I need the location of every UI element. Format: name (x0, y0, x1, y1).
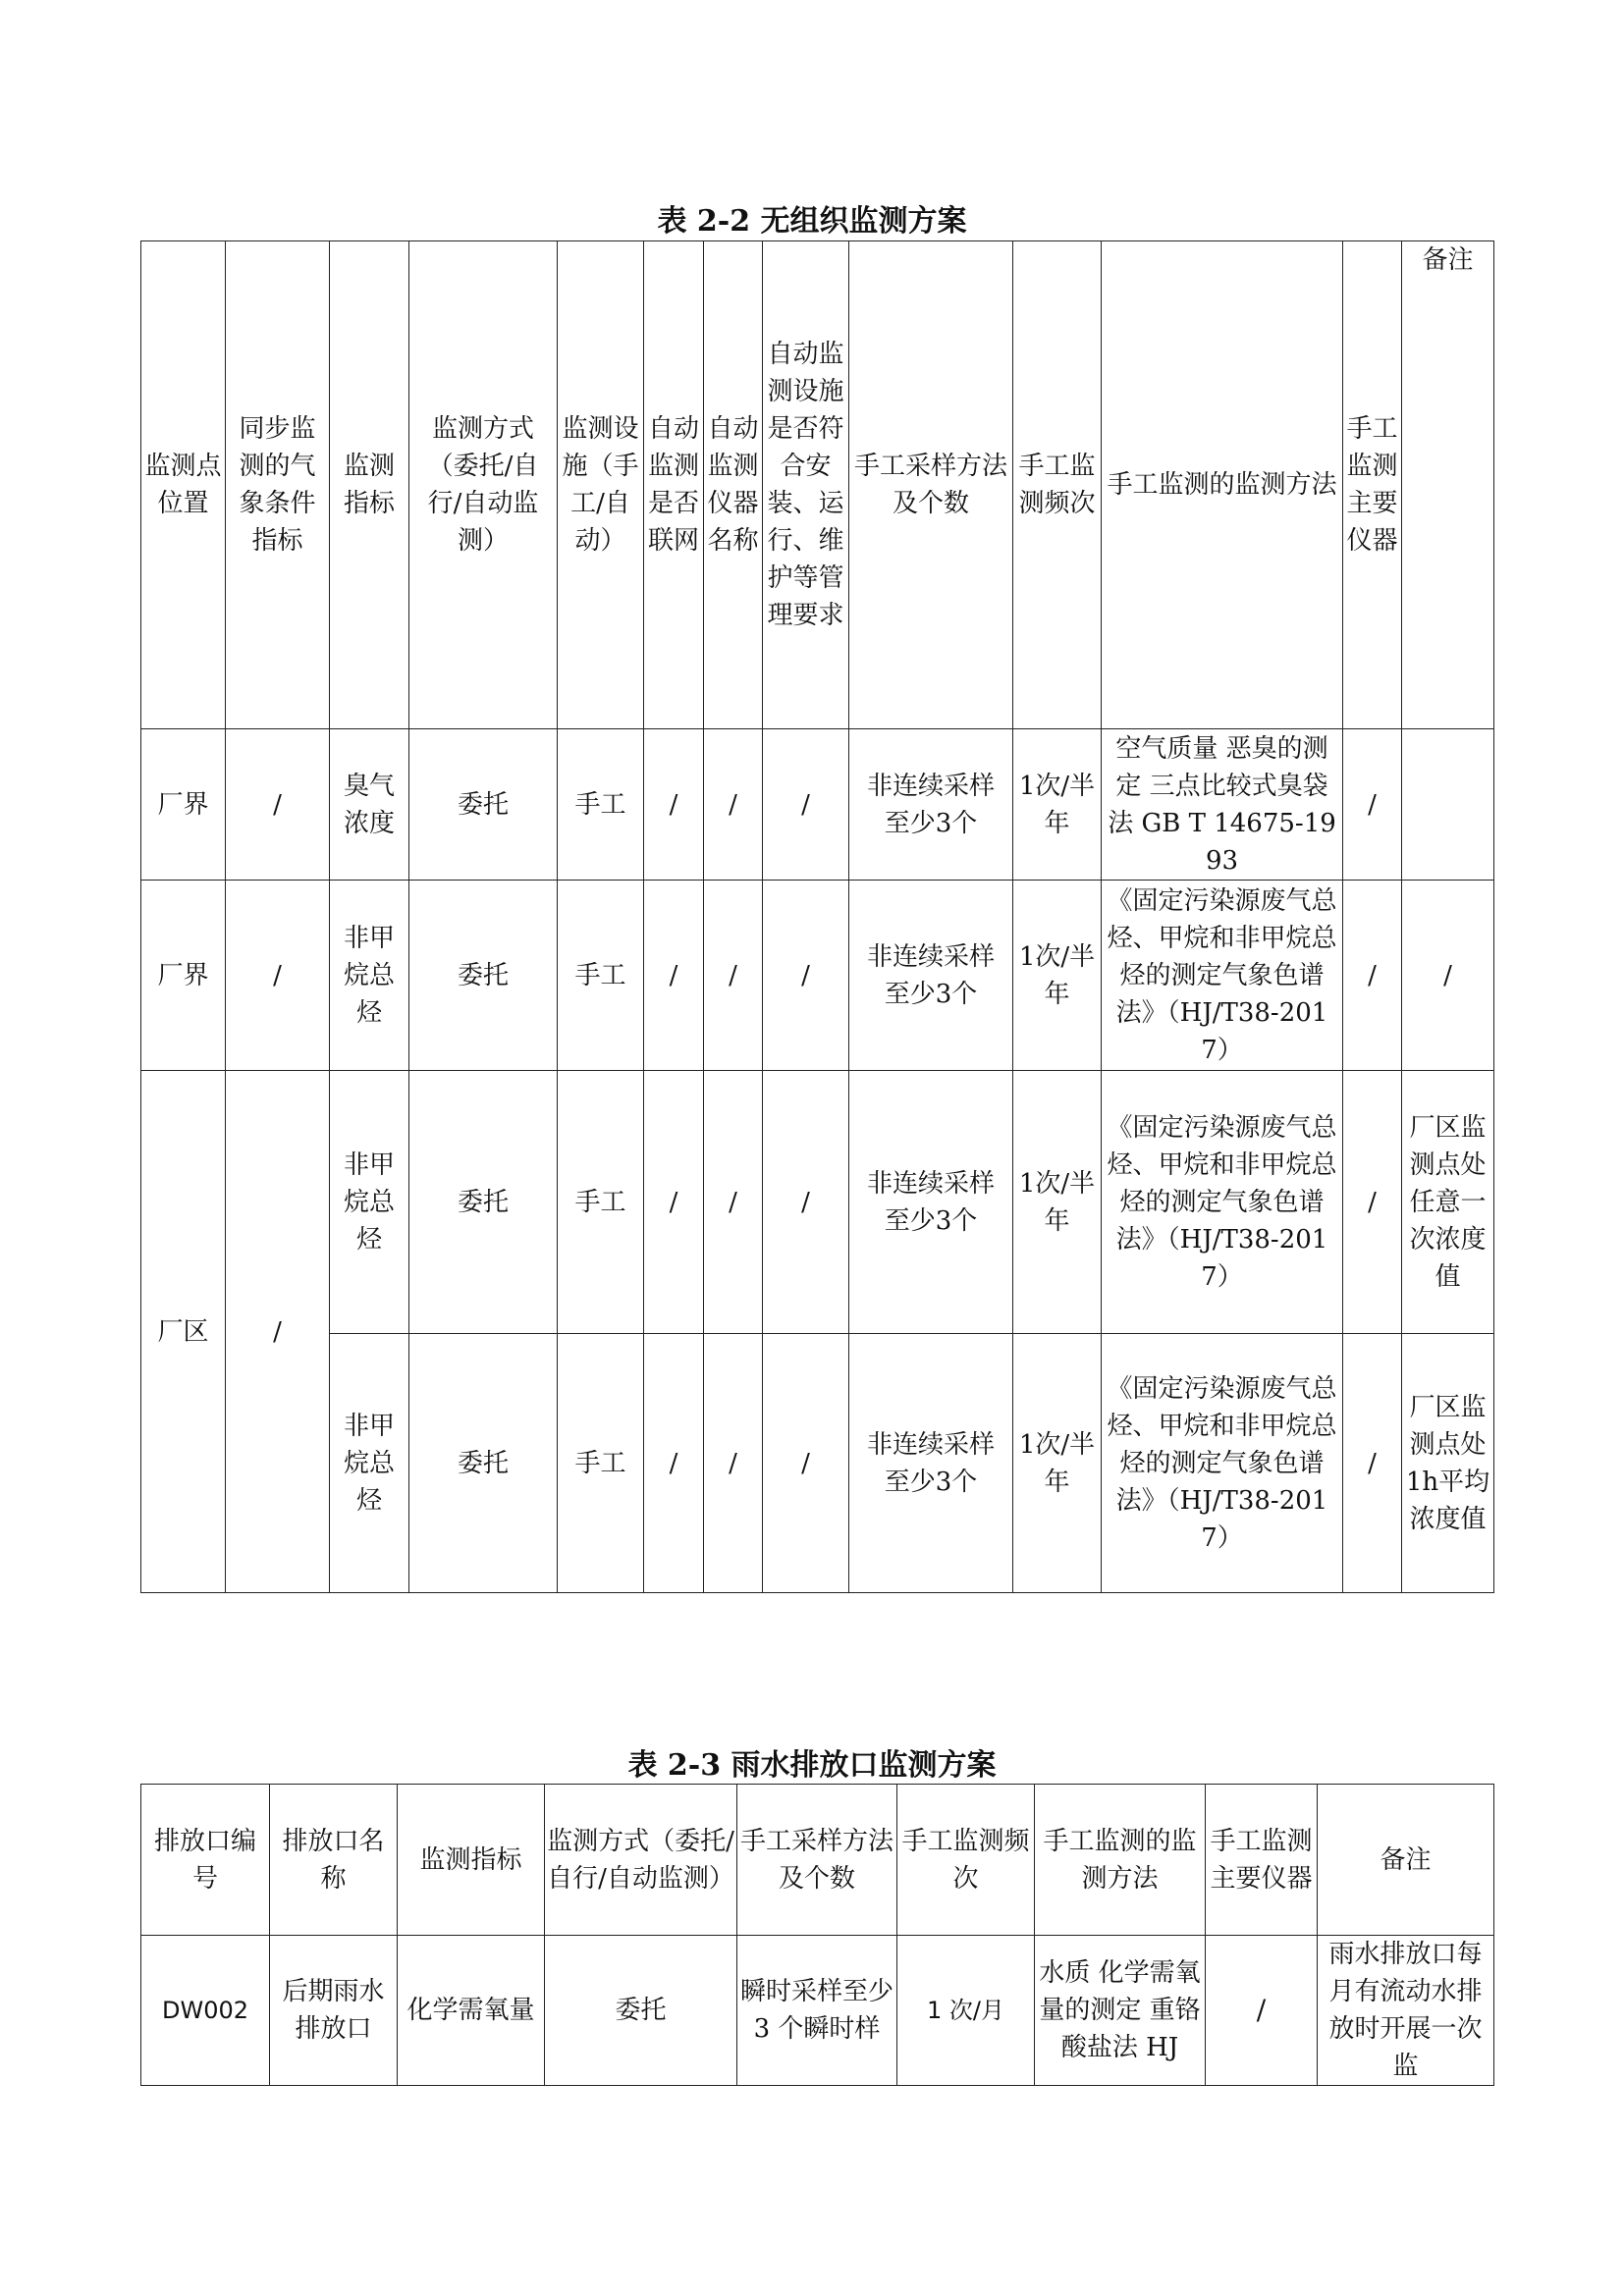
header-cell: 排放口名称 (270, 1785, 398, 1936)
unorganized-monitoring-table (140, 240, 1494, 1593)
header-cell: 自动监测仪器名称 (704, 241, 763, 729)
table-row (141, 729, 1494, 881)
indicator-cell: 非甲烷总烃 (330, 1334, 409, 1593)
table-row (141, 1071, 1494, 1334)
sampling-cell: 非连续采样 至少3个 (849, 1071, 1013, 1334)
compliance-cell: / (763, 1334, 849, 1593)
mode-cell: 委托 (409, 1071, 558, 1334)
table-row (141, 881, 1494, 1071)
header-cell: 手工采样方法及个数 (737, 1785, 897, 1936)
main-instrument-cell: / (1343, 1334, 1402, 1593)
table-row (141, 1334, 1494, 1593)
networked-cell: / (644, 729, 704, 881)
header-cell: 自动监测是否联网 (644, 241, 704, 729)
indicator-cell: 非甲烷总烃 (330, 881, 409, 1071)
frequency-cell: 1次/半年 (1013, 881, 1102, 1071)
header-cell: 备注 (1318, 1785, 1494, 1936)
header-cell: 手工监测主要仪器 (1343, 241, 1402, 729)
method-cell: 《固定污染源废气总烃、甲烷和非甲烷总烃的测定气象色谱法》（HJ/T38-2017） (1102, 881, 1343, 1071)
table-caption-2-2: 表 2-2 无组织监测方案 (657, 204, 967, 239)
instrument-cell: / (704, 1334, 763, 1593)
compliance-cell: / (763, 881, 849, 1071)
header-cell: 手工监测的监测方法 (1035, 1785, 1206, 1936)
frequency-cell: 1次/半年 (1013, 1334, 1102, 1593)
table-caption-2-3: 表 2-3 雨水排放口监测方案 (627, 1748, 997, 1783)
header-cell: 排放口编号 (141, 1785, 270, 1936)
mode-cell: 委托 (409, 881, 558, 1071)
instrument-cell: / (704, 729, 763, 881)
sampling-cell: 非连续采样 至少3个 (849, 729, 1013, 881)
facility-cell: 手工 (558, 1071, 644, 1334)
weather-cell: / (226, 729, 330, 881)
header-cell: 手工监测主要仪器 (1206, 1785, 1318, 1936)
header-cell: 手工监测的监测方法 (1102, 241, 1343, 729)
header-cell: 手工监测频次 (897, 1785, 1035, 1936)
location-cell: 厂界 (141, 881, 226, 1071)
header-cell: 同步监测的气象条件指标 (226, 241, 330, 729)
note-cell: 厂区监测点处1h平均浓度值 (1402, 1334, 1494, 1593)
header-cell: 自动监测设施是否符合安装、运行、维护等管理要求 (763, 241, 849, 729)
header-cell: 监测设施（手工/自动） (558, 241, 644, 729)
main-instrument-cell: / (1343, 881, 1402, 1071)
main-instrument-cell: / (1206, 1936, 1318, 2086)
instrument-cell: / (704, 881, 763, 1071)
mode-cell: 委托 (545, 1936, 737, 2086)
note-cell: / (1402, 881, 1494, 1071)
outlet-name-cell: 后期雨水排放口 (270, 1936, 398, 2086)
header-cell: 手工监测频次 (1013, 241, 1102, 729)
header-cell: 监测指标 (398, 1785, 545, 1936)
indicator-cell: 非甲烷总烃 (330, 1071, 409, 1334)
frequency-cell: 1 次/月 (897, 1936, 1035, 2086)
header-cell: 监测指标 (330, 241, 409, 729)
mode-cell: 委托 (409, 729, 558, 881)
indicator-cell: 化学需氧量 (398, 1936, 545, 2086)
method-cell: 空气质量 恶臭的测定 三点比较式臭袋法 GB T 14675-1993 (1102, 729, 1343, 881)
header-row (141, 241, 1494, 729)
networked-cell: / (644, 1334, 704, 1593)
note-cell: 厂区监测点处任意一次浓度值 (1402, 1071, 1494, 1334)
note-cell (1402, 729, 1494, 881)
networked-cell: / (644, 881, 704, 1071)
facility-cell: 手工 (558, 881, 644, 1071)
mode-cell: 委托 (409, 1334, 558, 1593)
indicator-cell: 臭气浓度 (330, 729, 409, 881)
location-cell: 厂区 (141, 1071, 226, 1593)
table-row (141, 1936, 1494, 2086)
method-cell: 水质 化学需氧量的测定 重铬酸盐法 HJ (1035, 1936, 1206, 2086)
note-cell: 雨水排放口每月有流动水排放时开展一次监 (1318, 1936, 1494, 2086)
rainwater-outlet-monitoring-table (140, 1784, 1494, 2086)
main-instrument-cell: / (1343, 1071, 1402, 1334)
header-cell: 监测点位置 (141, 241, 226, 729)
header-cell: 监测方式（委托/自行/自动监测） (409, 241, 558, 729)
method-cell: 《固定污染源废气总烃、甲烷和非甲烷总烃的测定气象色谱法》（HJ/T38-2017） (1102, 1071, 1343, 1334)
sampling-cell: 瞬时采样至少 3 个瞬时样 (737, 1936, 897, 2086)
header-row (141, 1785, 1494, 1936)
header-cell: 备注 (1402, 241, 1494, 729)
weather-cell: / (226, 881, 330, 1071)
sampling-cell: 非连续采样 至少3个 (849, 1334, 1013, 1593)
header-cell: 监测方式（委托/自行/自动监测） (545, 1785, 737, 1936)
method-cell: 《固定污染源废气总烃、甲烷和非甲烷总烃的测定气象色谱法》（HJ/T38-2017） (1102, 1334, 1343, 1593)
facility-cell: 手工 (558, 1334, 644, 1593)
outlet-code-cell: DW002 (141, 1936, 270, 2086)
sampling-cell: 非连续采样 至少3个 (849, 881, 1013, 1071)
location-cell: 厂界 (141, 729, 226, 881)
frequency-cell: 1次/半年 (1013, 1071, 1102, 1334)
frequency-cell: 1次/半年 (1013, 729, 1102, 881)
main-instrument-cell: / (1343, 729, 1402, 881)
networked-cell: / (644, 1071, 704, 1334)
weather-cell: / (226, 1071, 330, 1593)
compliance-cell: / (763, 729, 849, 881)
instrument-cell: / (704, 1071, 763, 1334)
facility-cell: 手工 (558, 729, 644, 881)
header-cell: 手工采样方法及个数 (849, 241, 1013, 729)
compliance-cell: / (763, 1071, 849, 1334)
